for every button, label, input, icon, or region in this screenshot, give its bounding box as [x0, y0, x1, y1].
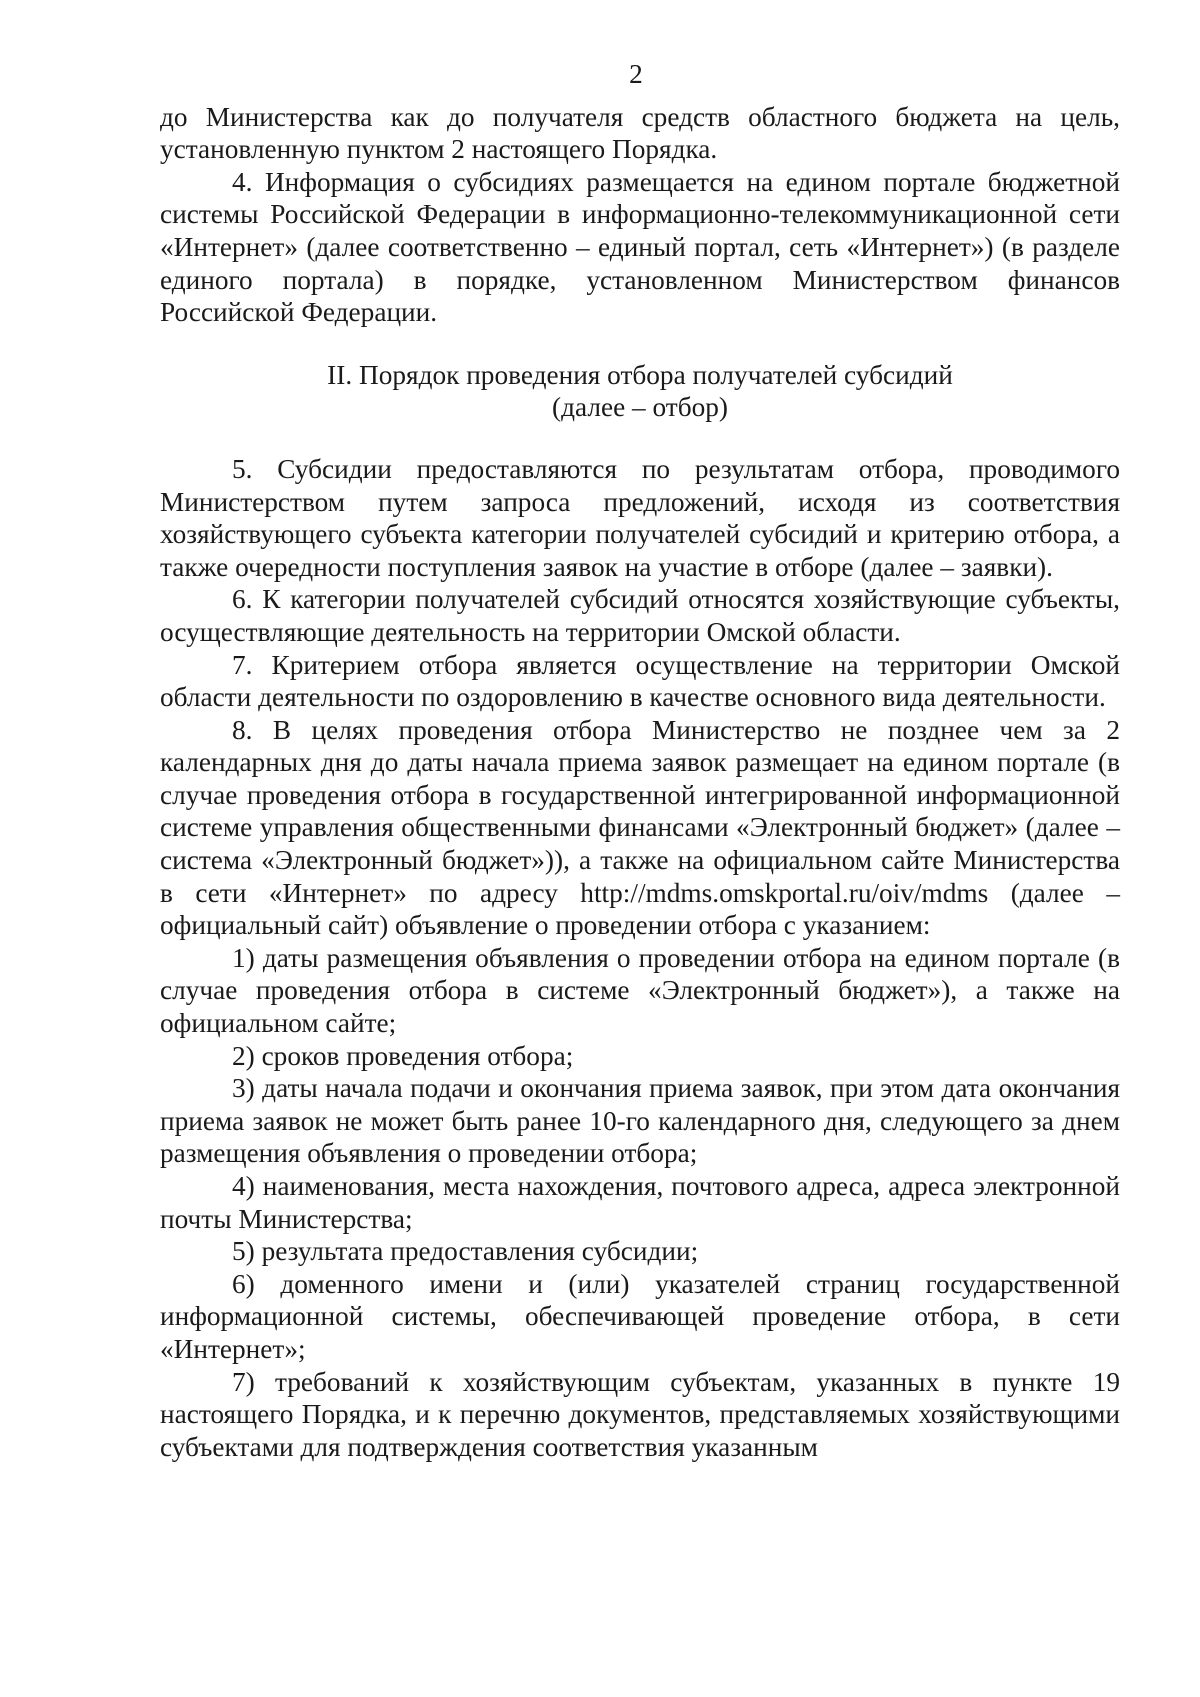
paragraph-item-6: 6. К категории получателей субсидий относятся хозяйствующие субъекты, осуществляющие деятельность на территории Омской области.: [160, 584, 1120, 647]
section-heading-line-1: II. Порядок проведения отбора получателей субсидий: [327, 359, 953, 390]
list-item-3: 3) даты начала подачи и окончания приема заявок, при этом дата окончания приема заявок не может быть ранее 10-го календарного дня, следующего за днем размещения объявления о проведении отбора;: [160, 1073, 1120, 1169]
list-item-1: 1) даты размещения объявления о проведении отбора на едином портале (в случае проведения отбора в системе «Электронный бюджет»), а также на официальном сайте;: [160, 942, 1120, 1039]
list-item-4: 4) наименования, места нахождения, почтового адреса, адреса электронной почты Министерства;: [160, 1171, 1120, 1234]
list-item-7: 7) требований к хозяйствующим субъектам, указанных в пункте 19 настоящего Порядка, и к перечню документов, представляемых хозяйствующими субъектами для подтверждения соответствия указанным: [160, 1366, 1120, 1462]
list-item-2: 2) сроков проведения отбора;: [232, 1040, 574, 1071]
section-heading: [160, 359, 1120, 424]
document-page: [160, 58, 1120, 1463]
paragraph-item-5: 5. Субсидии предоставляются по результатам отбора, проводимого Министерством путем запроса предложений, исходя из соответствия хозяйствующего субъекта категории получателей субсидий и критерию отбора, а также очередности поступления заявок на участие в отборе (далее – заявки).: [160, 453, 1120, 582]
list-item-5: 5) результата предоставления субсидии;: [232, 1236, 699, 1267]
section-heading-line-2: (далее – отбор): [552, 392, 728, 423]
list-item-6: 6) доменного имени и (или) указателей страниц государственной информационной системы, обеспечивающей проведение отбора, в сети «Интернет»;: [160, 1268, 1120, 1364]
paragraph-item-7: 7. Критерием отбора является осуществление на территории Омской области деятельности по оздоровлению в качестве основного вида деятельности.: [160, 649, 1120, 713]
page-number: 2: [629, 59, 643, 89]
paragraph-continuation: до Министерства как до получателя средств областного бюджета на цель, установленную пунктом 2 настоящего Порядка.: [160, 101, 1120, 165]
paragraph-item-8: 8. В целях проведения отбора Министерство не позднее чем за 2 календарных дня до даты начала приема заявок размещает на едином портале (в случае проведения отбора в государственной интегрированной информационной системе управления общественными финансами «Электронный бюджет» (далее – система «Электронный бюджет»)), а также на официальном сайте Министерства в сети «Интернет» по адресу http://mdms.omskportal.ru/oiv/mdms (далее – официальный сайт) объявление о проведении отбора с указанием:: [160, 714, 1120, 941]
paragraph-item-4: 4. Информация о субсидиях размещается на едином портале бюджетной системы Российской Федерации в информационно-телекоммуникационной сети «Интернет» (далее соответственно – единый портал, сеть «Интернет») (в разделе единого портала) в порядке, установленном Министерством финансов Российской Федерации.: [160, 166, 1120, 328]
